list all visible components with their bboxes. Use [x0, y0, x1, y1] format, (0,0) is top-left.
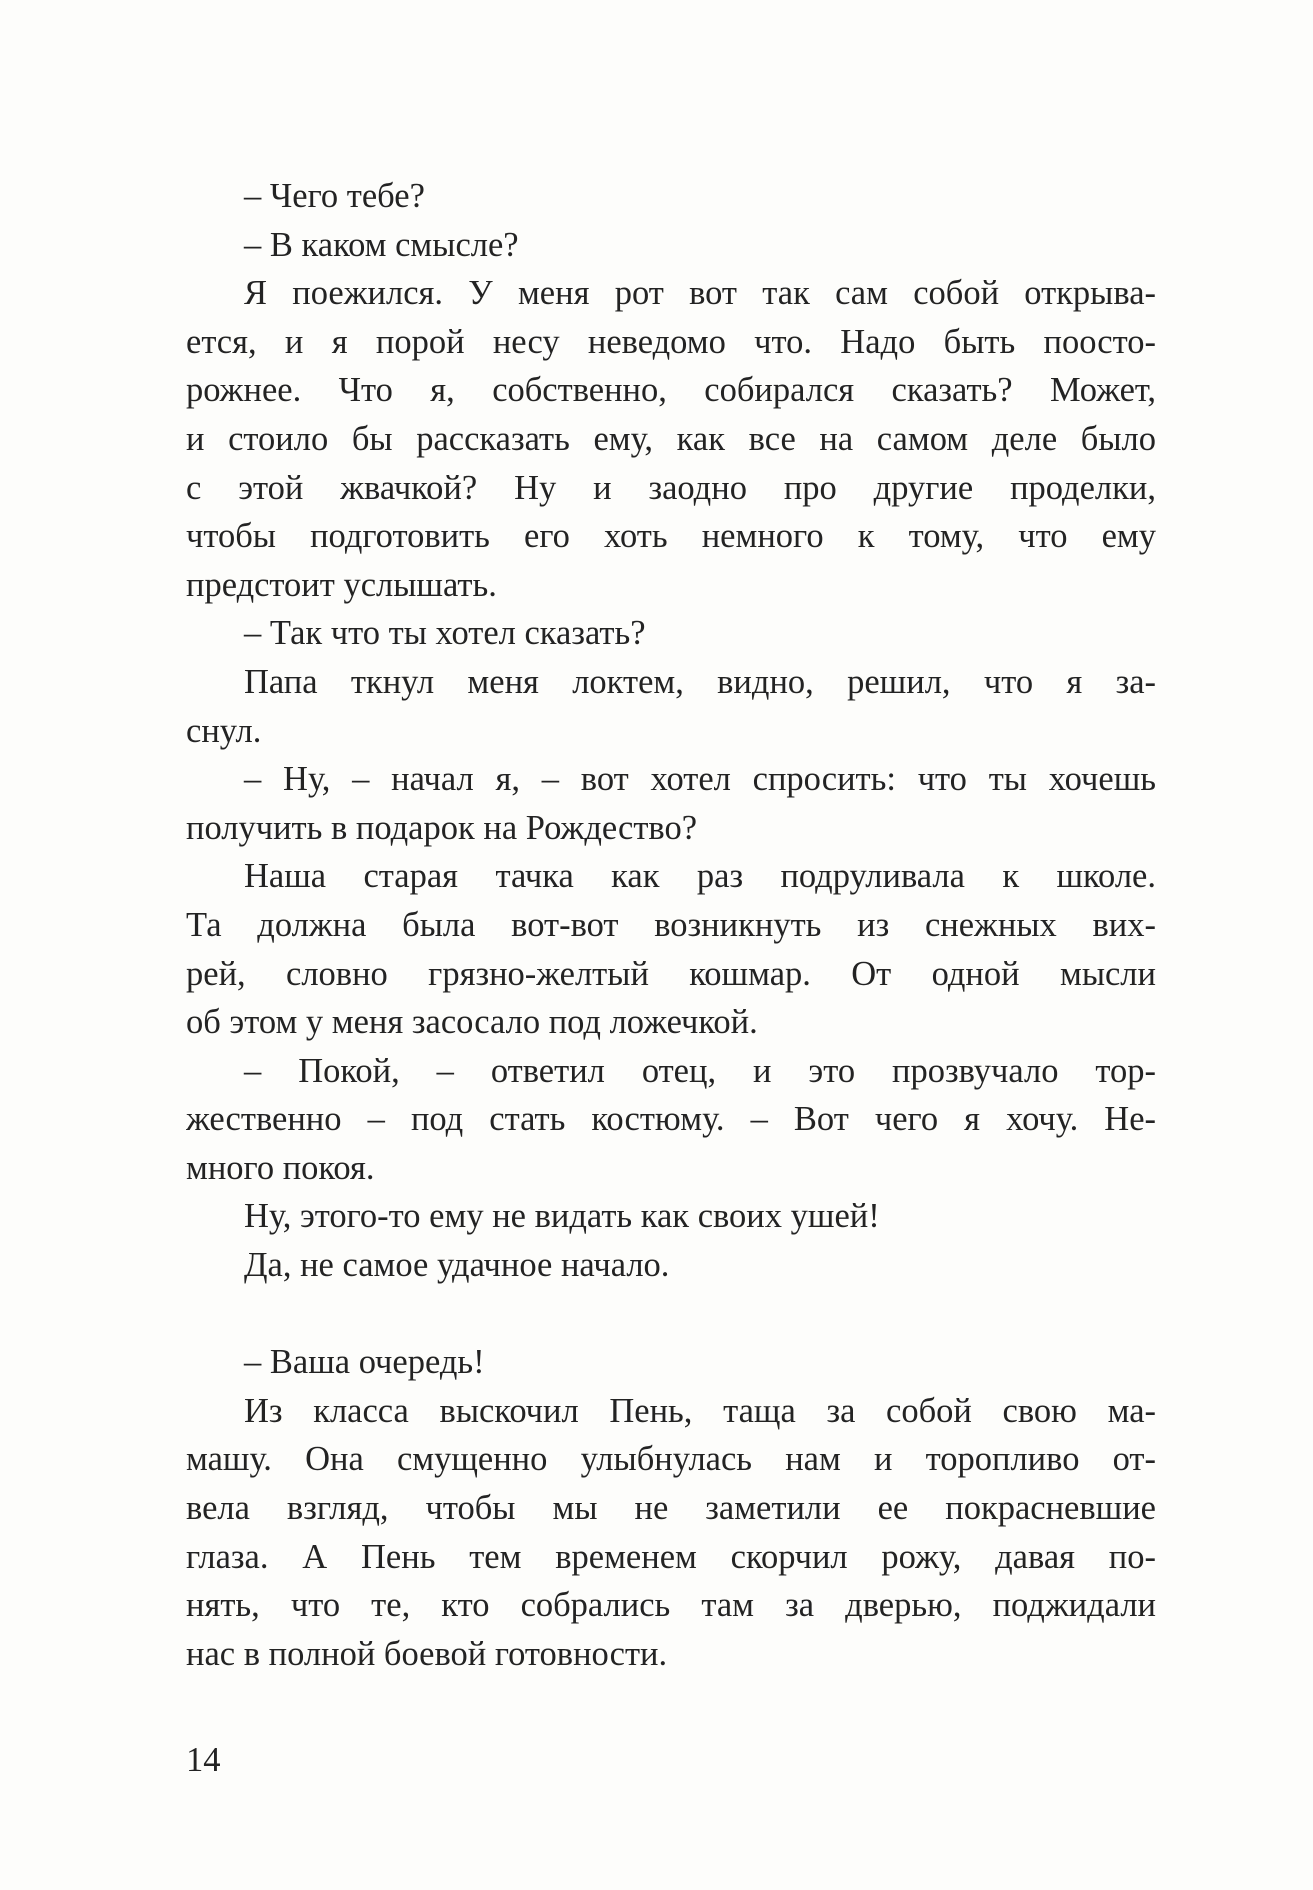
- paragraph-break: [186, 1290, 1156, 1339]
- text-line: – Покой, – ответил отец, и это прозвучало тор-: [244, 1051, 1156, 1090]
- page-body-text: [186, 172, 1156, 1678]
- text-line: чтобы подготовить его хоть немного к тому, что ему: [186, 517, 1156, 556]
- text-line: об этом у меня засосало под ложечкой.: [186, 1003, 758, 1042]
- text-line: получить в подарок на Рождество?: [186, 808, 698, 847]
- text-line: рожнее. Что я, собственно, собирался сказать? Может,: [186, 371, 1156, 410]
- text-line: и стоило бы рассказать ему, как все на самом деле было: [186, 419, 1156, 458]
- text-line: Папа ткнул меня локтем, видно, решил, что я за-: [244, 662, 1156, 701]
- text-line: – Ну, – начал я, – вот хотел спросить: что ты хочешь: [244, 760, 1156, 799]
- text-line: Да, не самое удачное начало.: [244, 1246, 670, 1285]
- text-line: Наша старая тачка как раз подруливала к школе.: [244, 857, 1156, 896]
- text-line: глаза. А Пень тем временем скорчил рожу, давая по-: [186, 1537, 1156, 1576]
- text-line: – Ваша очередь!: [244, 1343, 485, 1382]
- text-line: с этой жвачкой? Ну и заодно про другие проделки,: [186, 468, 1156, 507]
- text-line: Ну, этого-то ему не видать как своих ушей!: [244, 1197, 880, 1236]
- text-line: – Чего тебе?: [244, 177, 425, 215]
- text-line: машу. Она смущенно улыбнулась нам и торопливо от-: [186, 1440, 1156, 1479]
- text-line: – Так что ты хотел сказать?: [244, 614, 646, 653]
- text-line: рей, словно грязно-желтый кошмар. От одной мысли: [186, 954, 1156, 993]
- text-line: нас в полной боевой готовности.: [186, 1634, 668, 1673]
- text-line: много покоя.: [186, 1148, 375, 1187]
- text-line: ется, и я порой несу неведомо что. Надо быть поосто-: [186, 322, 1156, 361]
- text-line: – В каком смысле?: [244, 225, 519, 264]
- text-line: вела взгляд, чтобы мы не заметили ее покрасневшие: [186, 1489, 1156, 1528]
- text-line: Из класса выскочил Пень, таща за собой свою ма-: [244, 1391, 1156, 1430]
- text-line: Я поежился. У меня рот вот так сам собой открыва-: [244, 274, 1156, 313]
- text-line: Та должна была вот-вот возникнуть из снежных вих-: [186, 905, 1156, 944]
- text-line: нять, что те, кто собрались там за дверью, поджидали: [186, 1586, 1156, 1625]
- text-line: жественно – под стать костюму. – Вот чего я хочу. Не-: [186, 1100, 1156, 1139]
- page-number: 14: [186, 1741, 221, 1779]
- text-line: предстоит услышать.: [186, 565, 497, 604]
- text-line: снул.: [186, 711, 262, 750]
